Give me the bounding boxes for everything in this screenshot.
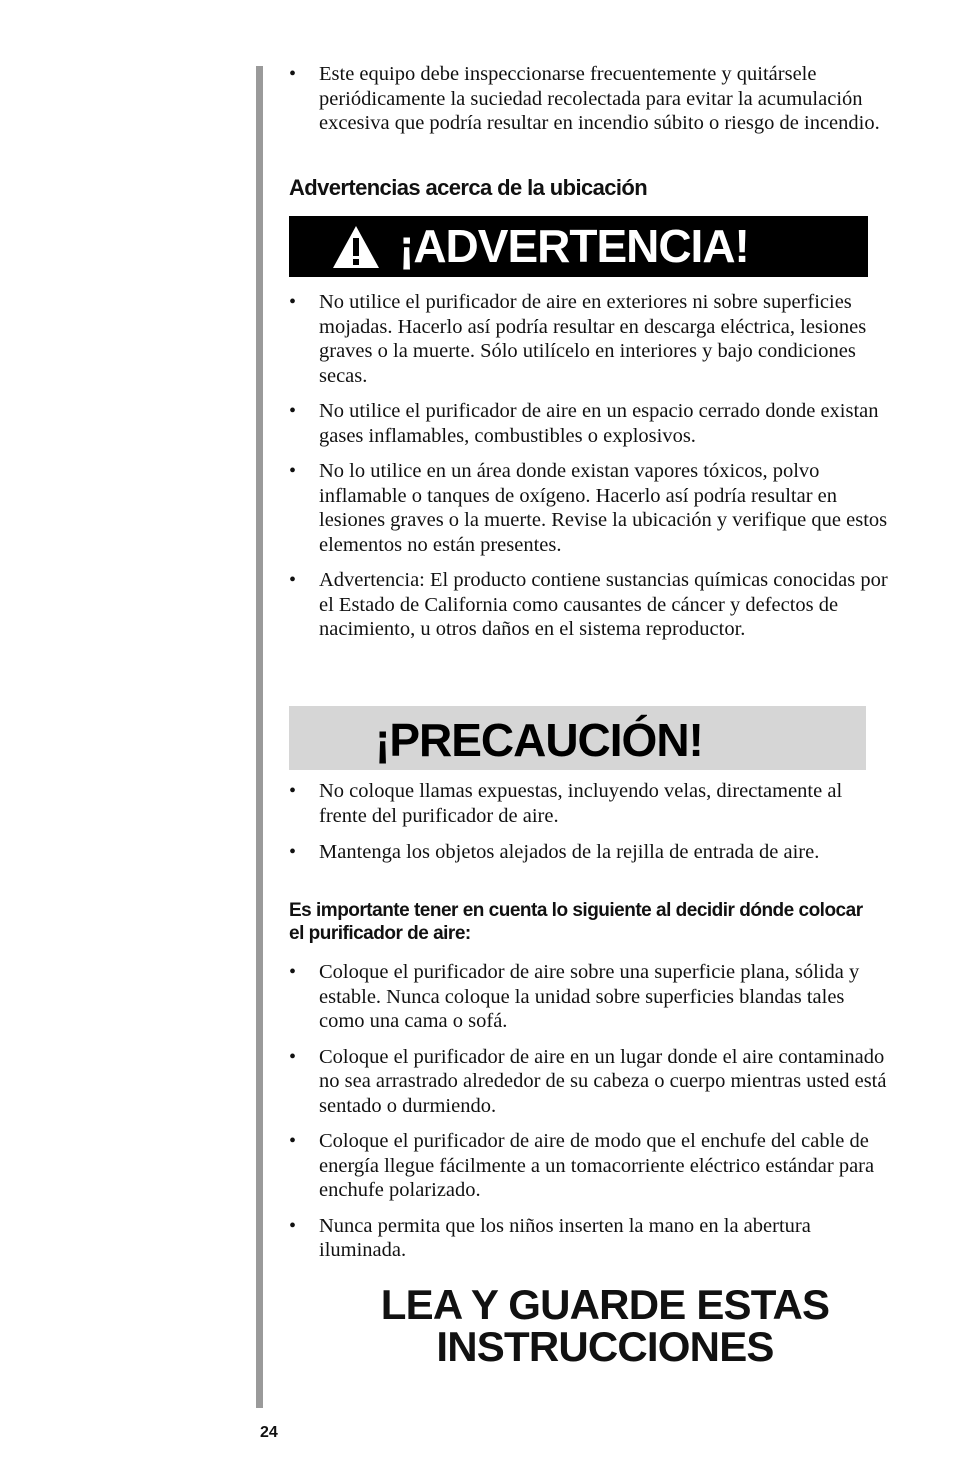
caution-section (289, 779, 889, 865)
placement-bullet-list (289, 960, 889, 1263)
read-and-save-heading-line2: INSTRUCCIONES (436, 1323, 774, 1370)
list-item: • Este equipo debe inspeccionarse frecuentemente y quitársele periódicamente la suciedad recolectada para evitar la acumulación excesiva que podría resultar en incendio súbito o riesgo de incendio. (289, 62, 889, 136)
warning-triangle-icon (331, 224, 381, 270)
location-warnings-section (289, 175, 889, 201)
list-item: • Advertencia: El producto contiene sustancias químicas conocidas por el Estado de California como causantes de cáncer y defectos de nacimiento, u otros daños en el sistema reproductor. (289, 568, 889, 642)
list-item: • No utilice el purificador de aire en exteriores ni sobre superficies mojadas. Hacerlo así podría resultar en descarga eléctrica, lesiones graves o la muerte. Sólo utilícelo en interiores y bajo condiciones secas. (289, 290, 889, 388)
caution-title: ¡PRECAUCIÓN! (375, 714, 703, 766)
list-item: • Coloque el purificador de aire sobre una superficie plana, sólida y estable. Nunca coloque la unidad sobre superficies blandas tales como una cama o sofá. (289, 960, 889, 1034)
read-and-save-heading (300, 1281, 910, 1370)
intro-bullet-list (289, 62, 889, 136)
sidebar-rule (256, 66, 263, 1408)
warning-title: ¡ADVERTENCIA! (399, 220, 749, 272)
list-item: • No utilice el purificador de aire en un espacio cerrado donde existan gases inflamables, combustibles o explosivos. (289, 399, 889, 448)
placement-list-section (289, 960, 889, 1263)
list-item: • Nunca permita que los niños inserten la mano en la abertura iluminada. (289, 1214, 889, 1263)
placement-heading: Es importante tener en cuenta lo siguiente al decidir dónde colocar el purificador de aire: (289, 900, 863, 944)
warning-bullet-list (289, 290, 889, 642)
list-item: • No lo utilice en un área donde existan vapores tóxicos, polvo inflamable o tanques de oxígeno. Hacerlo así podría resultar en lesiones graves o la muerte. Revise la ubicación y verifique que estos elementos no están presentes. (289, 459, 889, 557)
caution-banner (289, 706, 866, 770)
intro-section (289, 62, 889, 136)
placement-section (289, 899, 879, 945)
warning-section (289, 290, 889, 642)
caution-bullet-list (289, 779, 889, 865)
list-item: • Coloque el purificador de aire de modo que el enchufe del cable de energía llegue fácilmente a un tomacorriente eléctrico estándar para enchufe polarizado. (289, 1129, 889, 1203)
read-and-save-heading-line1: LEA Y GUARDE ESTAS (380, 1281, 830, 1328)
page-number: 24 (260, 1424, 278, 1441)
list-item: • Mantenga los objetos alejados de la rejilla de entrada de aire. (289, 840, 889, 865)
list-item: • No coloque llamas expuestas, incluyendo velas, directamente al frente del purificador de aire. (289, 779, 889, 828)
location-warnings-heading: Advertencias acerca de la ubicación (289, 175, 648, 200)
list-item: • Coloque el purificador de aire en un lugar donde el aire contaminado no sea arrastrado alrededor de su cabeza o cuerpo mientras usted está sentado o durmiendo. (289, 1045, 889, 1119)
warning-banner (289, 216, 868, 277)
